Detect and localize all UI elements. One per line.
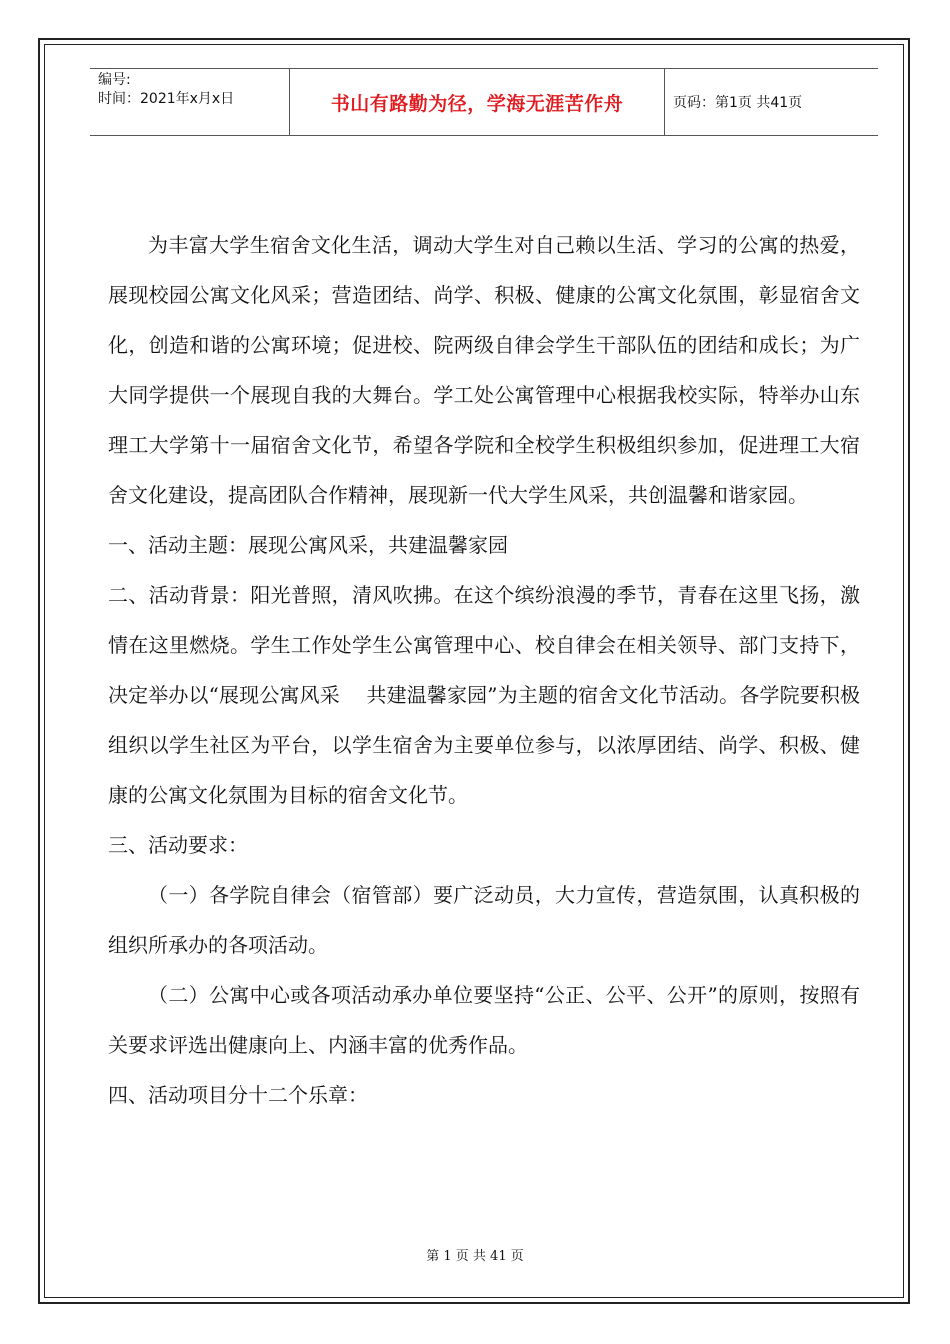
section-requirements-heading: 三、活动要求： (108, 833, 248, 857)
requirement-item-2: （二）公寓中心或各项活动承办单位要坚持“公正、公平、公开”的原则，按照有关要求评选出健康向上、内涵丰富的优秀作品。 (108, 983, 860, 1057)
header-motto: 书山有路勤为径，学海无涯苦作舟 (290, 69, 665, 135)
requirement-item-1: （一）各学院自律会（宿管部）要广泛动员，大力宣传，营造氛围，认真积极的组织所承办的各项活动。 (108, 883, 860, 957)
document-body (108, 220, 860, 1120)
document-time-label: 时间：2021年x月x日 (98, 91, 235, 107)
section-theme: 一、活动主题：展现公寓风采，共建温馨家园 (108, 533, 508, 557)
section-background: 二、活动背景：阳光普照，清风吹拂。在这个缤纷浪漫的季节，青春在这里飞扬，激情在这里燃烧。学生工作处学生公寓管理中心、校自律会在相关领导、部门支持下，决定举办以“展现公寓风采 共建温馨家园”为主题的宿舍文化节活动。各学院要积极组织以学生社区为平台，以学生宿舍为主要单位参与，以浓厚团结、尚学、积极、健康的公寓文化氛围为目标的宿舍文化节。 (108, 583, 860, 807)
document-number-label: 编号: (98, 72, 131, 88)
header-page-info: 页码：第1页 共41页 (673, 95, 803, 111)
intro-paragraph: 为丰富大学生宿舍文化生活，调动大学生对自己赖以生活、学习的公寓的热爱，展现校园公寓文化风采；营造团结、尚学、积极、健康的公寓文化氛围，彰显宿舍文化，创造和谐的公寓环境；促进校、院两级自律会学生干部队伍的团结和成长；为广大同学提供一个展现自我的大舞台。学工处公寓管理中心根据我校实际，特举办山东理工大学第十一届宿舍文化节，希望各学院和全校学生积极组织参加，促进理工大宿舍文化建设，提高团队合作精神，展现新一代大学生风采，共创温馨和谐家园。 (108, 233, 860, 507)
header-meta (90, 69, 290, 135)
document-header (90, 68, 878, 136)
page-footer: 第 1 页 共 41 页 (426, 1249, 524, 1264)
section-activities-heading: 四、活动项目分十二个乐章： (108, 1083, 368, 1107)
